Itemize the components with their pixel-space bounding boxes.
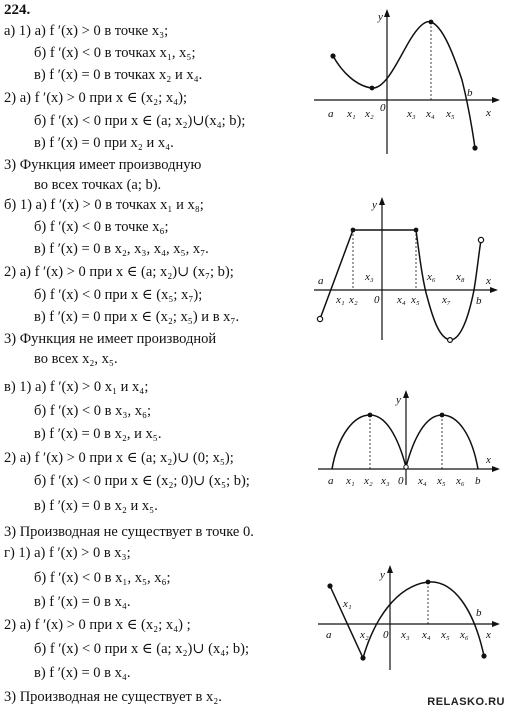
graph-1-y-arrow — [384, 9, 390, 17]
graph-2-x-label: x — [486, 275, 491, 287]
graph-4-curve-right — [363, 582, 484, 658]
graph-1-curve — [333, 22, 475, 148]
line-c-7: 3) Производная не существует в точке 0. — [4, 524, 254, 540]
watermark: RELASKO.RU — [427, 696, 505, 708]
graph-2-label-x8: x₈ — [456, 271, 465, 283]
graph-2-label-0: 0 — [374, 294, 380, 306]
graph-2-label-x4: x₄ — [397, 294, 406, 306]
graph-2-x-arrow — [490, 287, 498, 293]
graph-2-label-b: b — [476, 295, 482, 307]
line-d-1: г) 1) а) f ′(x) > 0 в x₃; — [4, 545, 131, 561]
graph-4 — [310, 560, 510, 675]
line-d-6: в) f ′(x) = 0 в x₄. — [34, 665, 131, 681]
graph-2-y-label: y — [372, 199, 377, 211]
line-c-4: 2) а) f ′(x) > 0 при x ∈ (a; x₂)∪ (0; x₅); — [4, 450, 234, 466]
graph-3-zero-point — [404, 465, 408, 469]
line-c-5: б) f ′(x) < 0 при x ∈ (x₂; 0)∪ (x₅; b); — [34, 473, 250, 489]
graph-2-min-point — [448, 338, 453, 343]
graph-3-curve-left — [332, 415, 406, 469]
graph-4-curve-left — [330, 586, 363, 658]
line-c-1: в) 1) а) f ′(x) > 0 x₁ и x₄; — [4, 379, 149, 395]
line-b-5: б) f ′(x) < 0 при x ∈ (x₅; x₇); — [34, 287, 203, 303]
graph-3-label-x2: x₂ — [364, 475, 373, 487]
graph-1-label-0: 0 — [380, 102, 386, 114]
graph-3-label-a: a — [328, 475, 334, 487]
graph-3-label-x4: x₄ — [418, 475, 427, 487]
graph-3 — [310, 385, 510, 505]
line-a-7: 3) Функция имеет производную — [4, 157, 202, 173]
graph-2-start-point — [317, 316, 322, 321]
line-b-1: б) 1) а) f ′(x) > 0 в точках x₁ и x₈; — [4, 197, 204, 213]
graph-3-label-x5: x₅ — [437, 475, 446, 487]
graph-1-label-x4: x₄ — [426, 108, 435, 120]
graph-3-label-x6: x₆ — [456, 475, 465, 487]
graph-1-label-x1: x₁ — [347, 108, 356, 120]
graph-2-label-x2: x₂ — [349, 294, 358, 306]
line-a-8: во всех точках (a; b). — [34, 177, 162, 193]
graph-2-label-x6: x₆ — [427, 271, 436, 283]
graph-3-label-b: b — [475, 475, 481, 487]
graph-1-start-point — [330, 53, 335, 58]
graph-2-label-x5: x₅ — [411, 294, 420, 306]
line-c-2: б) f ′(x) < 0 в x₃, x₆; — [34, 403, 152, 419]
graph-4-label-0: 0 — [383, 629, 389, 641]
line-b-8: во всех x₂, x₅. — [34, 351, 118, 367]
graph-1-x-label: x — [486, 107, 491, 119]
graph-2 — [310, 180, 510, 350]
graph-4-y-label: y — [380, 569, 385, 581]
graph-2-label-x7: x₇ — [442, 294, 451, 306]
graph-1-label-x2: x₂ — [365, 108, 374, 120]
graph-4-label-x2: x₂ — [360, 629, 369, 641]
graph-4-label-a: a — [326, 629, 332, 641]
line-b-4: 2) а) f ′(x) > 0 при x ∈ (a; x₂)∪ (x₇; b); — [4, 264, 234, 280]
line-a-4: 2) а) f ′(x) > 0 при x ∈ (x₂; x₄); — [4, 90, 188, 106]
graph-2-y-arrow — [379, 197, 385, 205]
line-a-3: в) f ′(x) = 0 в точках x₂ и x₄. — [34, 67, 203, 83]
graph-1 — [310, 0, 510, 160]
graph-4-x-arrow — [492, 621, 500, 627]
graph-4-end-point — [481, 653, 486, 658]
graph-2-end-point — [478, 237, 483, 242]
graph-1-end-point — [472, 145, 477, 150]
line-b-6: в) f ′(x) = 0 при x ∈ (x₂; x₅) и в x₇. — [34, 309, 240, 325]
graph-3-x-label: x — [486, 454, 491, 466]
line-d-7: 3) Производная не существует в x₂. — [4, 689, 222, 705]
graph-1-y-label: y — [378, 11, 383, 23]
line-a-1: а) 1) а) f ′(x) > 0 в точке x₃; — [4, 23, 169, 39]
graph-3-label-x1: x₁ — [346, 475, 355, 487]
line-c-6: в) f ′(x) = 0 в x₂ и x₅. — [34, 498, 158, 514]
graph-4-label-x1-top: x₁ — [343, 598, 352, 610]
graph-1-label-x3: x₃ — [407, 108, 416, 120]
line-a-2: б) f ′(x) < 0 в точках x₁, x₅; — [34, 45, 196, 61]
line-d-3: в) f ′(x) = 0 в x₄. — [34, 594, 131, 610]
graph-4-label-x5: x₅ — [441, 629, 450, 641]
line-b-3: в) f ′(x) = 0 в x₂, x₃, x₄, x₅, x₇. — [34, 241, 209, 257]
graph-4-label-b-top: b — [476, 607, 482, 619]
line-a-6: в) f ′(x) = 0 при x₂ и x₄. — [34, 135, 174, 151]
graph-1-x-arrow — [492, 97, 500, 103]
line-b-2: б) f ′(x) < 0 в точке x₆; — [34, 219, 169, 235]
graph-2-curve — [320, 230, 481, 340]
graph-1-min-point — [370, 86, 375, 91]
graph-1-label-a: a — [328, 108, 334, 120]
line-c-3: в) f ′(x) = 0 в x₂, и x₅. — [34, 426, 162, 442]
graph-3-y-arrow — [403, 390, 409, 398]
line-b-7: 3) Функция не имеет производной — [4, 331, 217, 347]
line-d-5: б) f ′(x) < 0 при x ∈ (a; x₂)∪ (x₄; b); — [34, 641, 250, 657]
graph-1-label-b: b — [467, 87, 473, 99]
graph-4-corner-point — [360, 655, 365, 660]
graph-2-label-a: a — [318, 275, 324, 287]
graph-4-start-point — [327, 583, 332, 588]
graph-2-label-x3: x₃ — [365, 271, 374, 283]
graph-2-label-x1: x₁ — [336, 294, 345, 306]
line-d-2: б) f ′(x) < 0 в x₁, x₅, x₆; — [34, 570, 171, 586]
graph-3-x-arrow — [492, 466, 500, 472]
line-a-5: б) f ′(x) < 0 при x ∈ (a; x₂)∪(x₄; b); — [34, 113, 246, 129]
graph-3-label-0: 0 — [398, 475, 404, 487]
graph-4-label-x6: x₆ — [460, 629, 469, 641]
graph-1-label-x5: x₅ — [446, 108, 455, 120]
graph-3-label-x3: x₃ — [381, 475, 390, 487]
graph-4-label-x4: x₄ — [422, 629, 431, 641]
problem-number: 224. — [4, 2, 31, 18]
line-d-4: 2) а) f ′(x) > 0 при x ∈ (x₂; x₄) ; — [4, 617, 191, 633]
graph-4-label-x3: x₃ — [401, 629, 410, 641]
graph-4-x-label: x — [486, 629, 491, 641]
graph-4-y-arrow — [387, 565, 393, 573]
graph-3-y-label: y — [396, 394, 401, 406]
